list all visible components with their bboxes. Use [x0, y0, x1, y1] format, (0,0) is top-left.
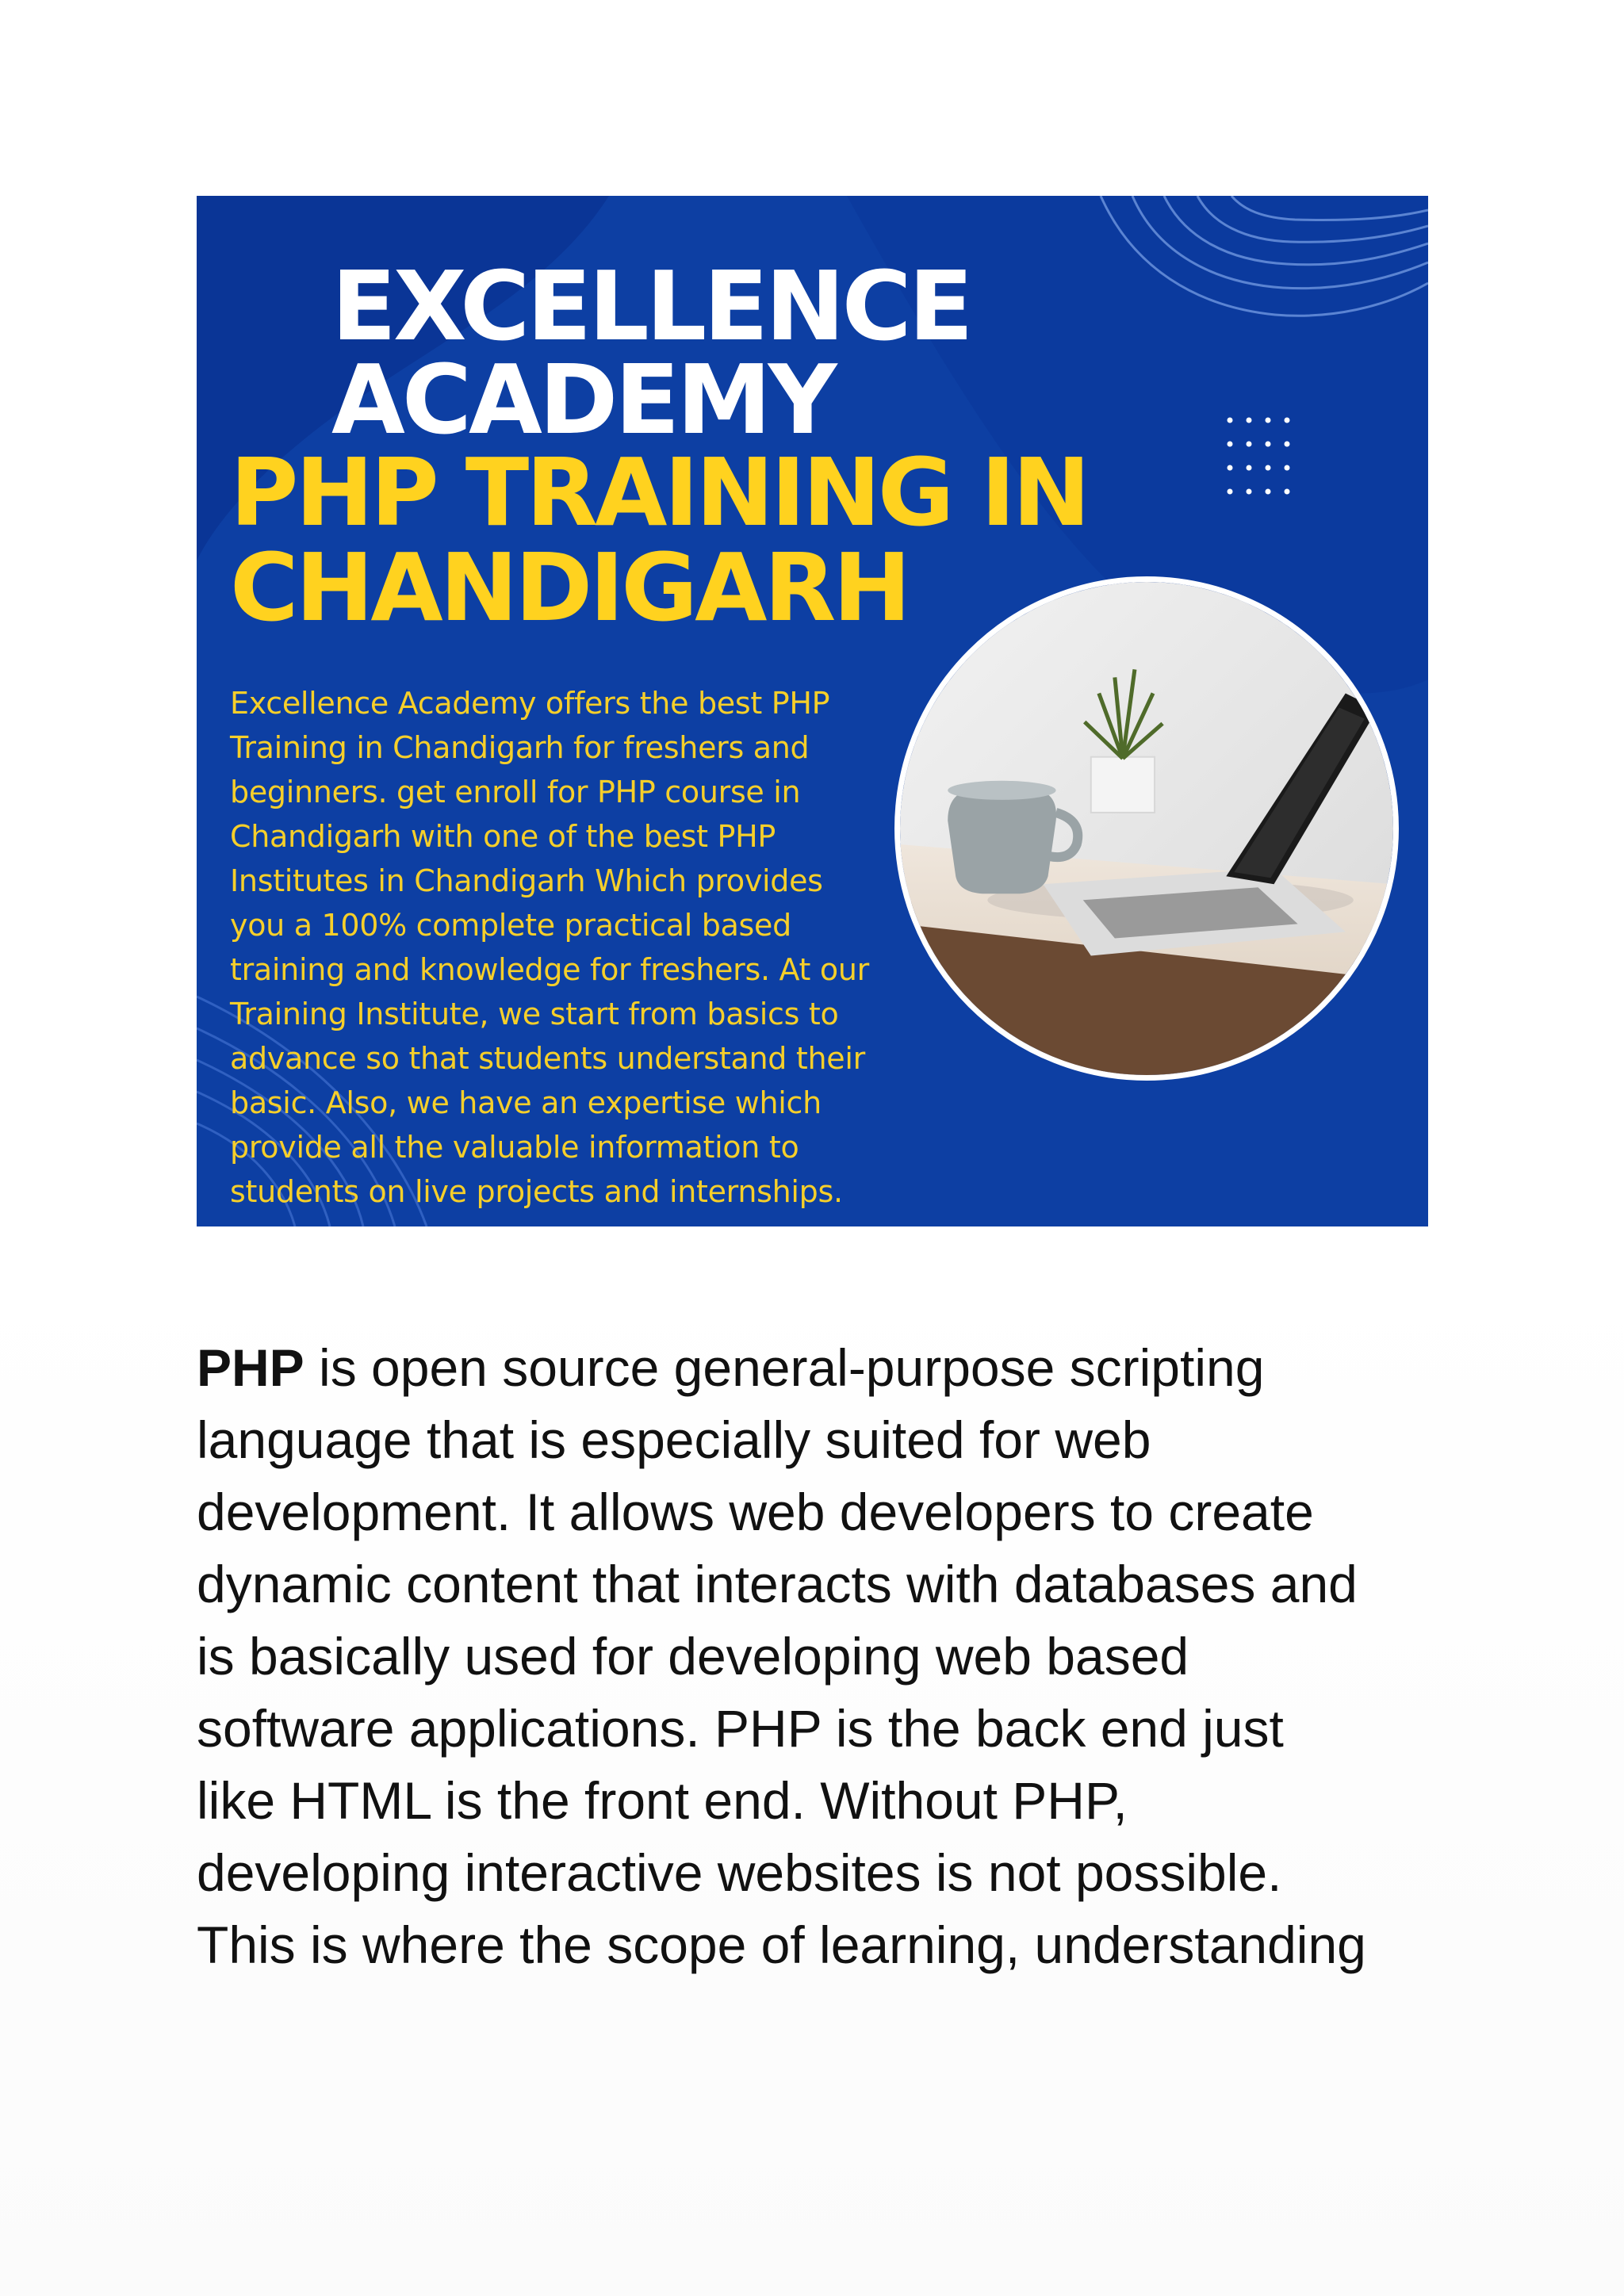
subheadline-line: CHANDIGARH [230, 533, 909, 642]
subheadline-line: PHP TRAINING IN [230, 438, 1088, 547]
paragraph-line: This is where the scope of learning, understanding [197, 1915, 1366, 1974]
description-line: Training Institute, we start from basics to [230, 997, 839, 1031]
php-term: PHP [197, 1338, 304, 1397]
description-line: Excellence Academy offers the best PHP [230, 686, 830, 721]
description-line: beginners. get enroll for PHP course in [230, 775, 801, 809]
laptop-desk-photo [894, 576, 1399, 1081]
description-line: you a 100% complete practical based [230, 908, 791, 943]
description-line: provide all the valuable information to [230, 1130, 799, 1165]
description-line: students on live projects and internships. [230, 1174, 843, 1209]
description-line: Institutes in Chandigarh Which provides [230, 863, 823, 898]
description-line: Chandigarh with one of the best PHP [230, 819, 776, 854]
description-line: basic. Also, we have an expertise which [230, 1085, 822, 1120]
article-paragraph [197, 1332, 1434, 1981]
banner-description [230, 681, 896, 1214]
paragraph-line: developing interactive websites is not possible. [197, 1843, 1282, 1902]
description-line: Training in Chandigarh for freshers and [230, 730, 810, 765]
promo-banner [197, 196, 1428, 1226]
paragraph-line: development. It allows web developers to create [197, 1483, 1314, 1541]
banner-headline [331, 252, 971, 456]
description-line: training and knowledge for freshers. At our [230, 952, 869, 987]
banner-subheadline [230, 438, 1088, 642]
description-line: advance so that students understand their [230, 1041, 865, 1076]
paragraph-line: dynamic content that interacts with databases and [197, 1555, 1358, 1613]
paragraph-line: is basically used for developing web based [197, 1627, 1189, 1686]
paragraph-line [197, 1332, 1434, 1404]
headline-line: ACADEMY [331, 346, 834, 456]
paragraph-line: software applications. PHP is the back end just [197, 1699, 1284, 1758]
paragraph-line-text: is open source general-purpose scripting [304, 1338, 1265, 1397]
paragraph-line: like HTML is the front end. Without PHP, [197, 1771, 1128, 1830]
paragraph-line: language that is especially suited for web [197, 1410, 1151, 1469]
dot-grid-decoration [1225, 415, 1304, 503]
laptop-desk-illustration [900, 582, 1393, 1075]
headline-line: EXCELLENCE [331, 252, 971, 362]
